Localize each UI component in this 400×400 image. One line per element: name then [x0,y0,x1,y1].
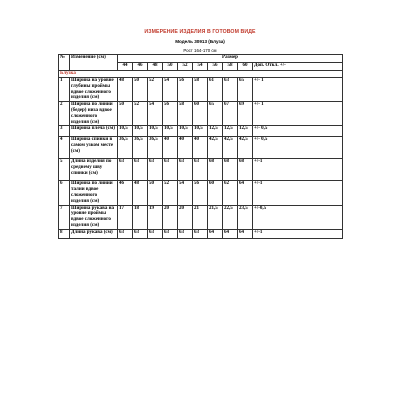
size-value: 63 [133,159,148,181]
size-value: 10,5 [163,126,178,137]
tolerance-value: +/-0,5 [253,205,343,229]
size-value: 65 [238,78,253,102]
row-number: 5 [59,159,70,181]
size-value: 61 [208,78,223,102]
size-value: 36,5 [118,137,133,159]
size-value: 23,5 [238,205,253,229]
size-value: 63 [118,159,133,181]
tolerance-value: +/- 1 [253,102,343,126]
page-title: ИЗМЕРЕНИЕ ИЗДЕЛИЯ В ГОТОВОМ ВИДЕ [144,29,256,35]
size-header-cell: 58 [223,63,238,71]
size-value: 20 [178,205,193,229]
size-value: 65 [208,102,223,126]
size-header-cell: 46 [133,63,148,71]
size-value: 54 [178,181,193,205]
size-value: 12,5 [238,126,253,137]
tolerance-value: +/- 0,5 [253,137,343,159]
size-value: 40 [178,137,193,159]
size-value: 22,5 [223,205,238,229]
size-header-cell: 52 [178,63,193,71]
size-value: 50 [118,102,133,126]
size-value: 40 [193,137,208,159]
size-value: 54 [163,78,178,102]
size-value: 62 [223,181,238,205]
size-value: 48 [118,78,133,102]
size-header-cell: 54 [193,63,208,71]
size-value: 56 [193,181,208,205]
size-value: 63 [148,229,163,238]
size-table [58,54,343,239]
size-value: 52 [148,78,163,102]
size-value: 63 [163,229,178,238]
size-group-header: Размер [118,55,343,63]
col-no-header: № [59,55,70,71]
measure-name: Ширина на уровне глубины проймы вдвое сложенного изделия (см) [70,78,118,102]
size-value: 63 [223,78,238,102]
size-value: 54 [148,102,163,126]
size-value: 46 [118,181,133,205]
size-value: 21 [193,205,208,229]
row-number: 8 [59,229,70,238]
size-value: 17 [118,205,133,229]
size-value: 18 [133,205,148,229]
measure-name: Ширина по линии талии вдвое сложенного изделия (см) [70,181,118,205]
table-row [59,181,343,205]
section-label: Блузка [59,71,343,78]
row-number: 6 [59,181,70,205]
size-value: 19 [148,205,163,229]
size-value: 68 [208,159,223,181]
size-value: 60 [208,181,223,205]
size-value: 50 [133,78,148,102]
height-label: Рост 164-170 см [183,48,217,53]
size-value: 69 [238,102,253,126]
table-header-row [59,55,343,63]
size-value: 52 [133,102,148,126]
size-value: 42,5 [208,137,223,159]
size-value: 68 [223,159,238,181]
table-row [59,205,343,229]
table-row [59,159,343,181]
size-value: 64 [238,229,253,238]
tolerance-value: +/-1 [253,181,343,205]
table-row [59,102,343,126]
size-value: 64 [208,229,223,238]
size-value: 50 [148,181,163,205]
row-number: 4 [59,137,70,159]
size-value: 36,5 [133,137,148,159]
size-value: 63 [148,159,163,181]
measure-name: Ширина рукава на уровне проймы вдвое сложенного изделия (см) [70,205,118,229]
size-value: 42,5 [223,137,238,159]
size-value: 58 [193,78,208,102]
tolerance-value: +/- 0,5 [253,126,343,137]
row-number: 3 [59,126,70,137]
measure-name: Ширина спинки в самом узком месте (см) [70,137,118,159]
size-value: 64 [223,229,238,238]
size-value: 42,5 [238,137,253,159]
row-number: 7 [59,205,70,229]
measure-name: Длина рукава (см) [70,229,118,238]
size-header-cell: 48 [148,63,163,71]
size-value: 12,5 [223,126,238,137]
measure-name: Ширина плеча (см) [70,126,118,137]
table-row [59,78,343,102]
model-label: Модель 30913 (Блуза) [175,39,225,44]
size-value: 36,5 [148,137,163,159]
size-value: 10,5 [133,126,148,137]
section-row [59,71,343,78]
size-value: 10,5 [193,126,208,137]
size-value: 68 [238,159,253,181]
size-value: 63 [193,159,208,181]
tolerance-value: +/- 1 [253,78,343,102]
row-number: 2 [59,102,70,126]
size-value: 12,5 [208,126,223,137]
size-header-cell: 44 [118,63,133,71]
size-value: 40 [163,137,178,159]
size-value: 60 [193,102,208,126]
size-value: 56 [163,102,178,126]
size-value: 63 [133,229,148,238]
table-row [59,137,343,159]
size-value: 67 [223,102,238,126]
size-header-cell: 56 [208,63,223,71]
size-header-cell: 60 [238,63,253,71]
size-value: 63 [163,159,178,181]
tolerance-value: +/-1 [253,229,343,238]
tolerance-header: Доп. Откл. +/- [253,63,343,71]
size-value: 56 [178,78,193,102]
tolerance-value: +/-1 [253,159,343,181]
row-number: 1 [59,78,70,102]
size-value: 10,5 [118,126,133,137]
size-value: 48 [133,181,148,205]
size-value: 10,5 [178,126,193,137]
size-value: 58 [178,102,193,126]
table-row [59,229,343,238]
size-value: 63 [178,159,193,181]
size-value: 20 [163,205,178,229]
measure-name: Длина изделия по среднему шву спинки (см) [70,159,118,181]
measure-name: Ширина по линии (бедер) низа вдвое сложенного изделия (см) [70,102,118,126]
size-value: 64 [238,181,253,205]
size-value: 63 [193,229,208,238]
size-value: 63 [178,229,193,238]
size-header-cell: 50 [163,63,178,71]
size-value: 52 [163,181,178,205]
size-value: 21,5 [208,205,223,229]
size-value: 10,5 [148,126,163,137]
size-value: 63 [118,229,133,238]
col-measure-header: Изменение (см) [70,55,118,71]
table-row [59,126,343,137]
